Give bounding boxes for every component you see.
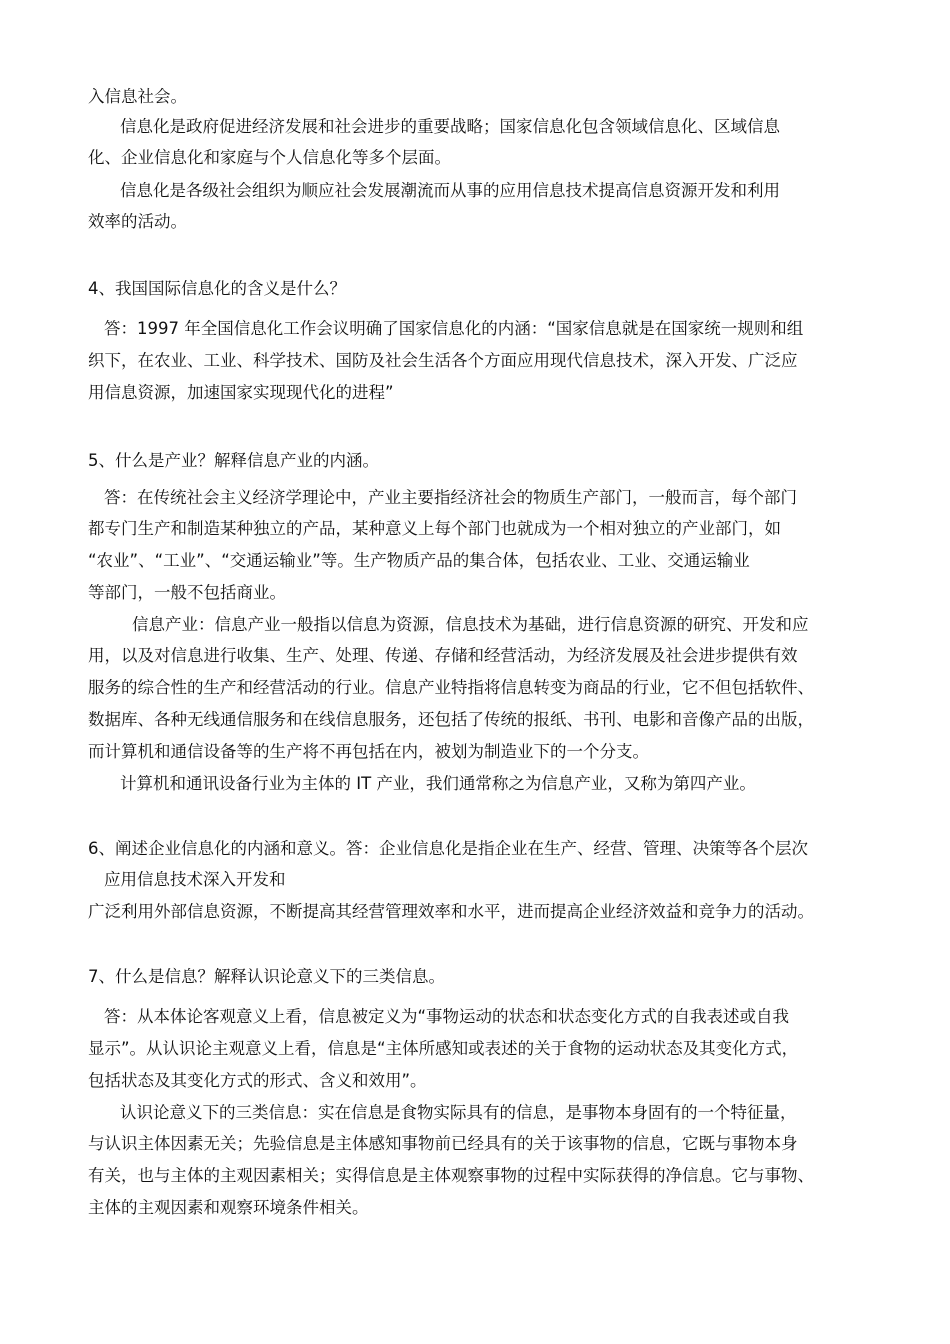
q7-answer-line-3: 包括状态及其变化方式的形式、含义和效用”。 — [88, 1071, 427, 1090]
q5-answer-line-2: 都专门生产和制造某种独立的产品，某种意义上每个部门也就成为一个相对独立的产业部门，如 — [88, 519, 781, 538]
q6-line-2: 应用信息技术深入开发和 — [104, 870, 286, 889]
q5-answer-line-1: 答：在传统社会主义经济学理论中，产业主要指经济社会的物质生产部门，一般而言，每个部门 — [104, 488, 797, 507]
intro-paragraph-3-line-2: 效率的活动。 — [88, 212, 187, 231]
q7-answer-line-2: 显示”。从认识论主观意义上看，信息是“主体所感知或表述的关于食物的运动状态及其变化方式， — [88, 1039, 799, 1058]
q5-industry-line-1: 信息产业：信息产业一般指以信息为资源，信息技术为基础，进行信息资源的研究、开发和应 — [132, 615, 809, 634]
q4-answer-line-3: 用信息资源，加速国家实现现代化的进程” — [88, 383, 394, 402]
q6-line-3: 广泛利用外部信息资源，不断提高其经营管理效率和水平，进而提高企业经济效益和竞争力的活动。 — [88, 902, 814, 921]
q7-three-types-line-3: 有关，也与主体的主观因素相关；实得信息是主体观察事物的过程中实际获得的净信息。它与事物、 — [88, 1166, 814, 1185]
intro-tail-text: 入信息社会。 — [88, 87, 187, 106]
intro-paragraph-3-line-1: 信息化是各级社会组织为顺应社会发展潮流而从事的应用信息技术提高信息资源开发和利用 — [120, 181, 780, 200]
q5-industry-line-2: 用，以及对信息进行收集、生产、处理、传递、存储和经营活动，为经济发展及社会进步提供有效 — [88, 646, 798, 665]
intro-paragraph-2-line-2: 化、企业信息化和家庭与个人信息化等多个层面。 — [88, 148, 451, 167]
q5-industry-line-3: 服务的综合性的生产和经营活动的行业。信息产业特指将信息转变为商品的行业，它不但包括软件、 — [88, 678, 814, 697]
q5-industry-line-5: 而计算机和通信设备等的生产将不再包括在内，被划为制造业下的一个分支。 — [88, 742, 649, 761]
q6-line-1: 6、阐述企业信息化的内涵和意义。答：企业信息化是指企业在生产、经营、管理、决策等各个层次 — [88, 839, 808, 858]
q4-question: 4、我国国际信息化的含义是什么？ — [88, 279, 346, 298]
q4-answer-line-1: 答：1997 年全国信息化工作会议明确了国家信息化的内涵：“国家信息就是在国家统一规则和组 — [104, 319, 804, 338]
q5-question: 5、什么是产业？解释信息产业的内涵。 — [88, 451, 379, 470]
q4-answer-line-2: 织下，在农业、工业、科学技术、国防及社会生活各个方面应用现代信息技术，深入开发、广泛应 — [88, 351, 798, 370]
q7-three-types-line-2: 与认识主体因素无关；先验信息是主体感知事物前已经具有的关于该事物的信息，它既与事物本身 — [88, 1134, 798, 1153]
q5-it-industry-line: 计算机和通讯设备行业为主体的 IT 产业，我们通常称之为信息产业，又称为第四产业。 — [120, 774, 756, 793]
intro-paragraph-2-line-1: 信息化是政府促进经济发展和社会进步的重要战略；国家信息化包含领域信息化、区域信息 — [120, 117, 780, 136]
q7-question: 7、什么是信息？解释认识论意义下的三类信息。 — [88, 967, 445, 986]
q7-three-types-line-4: 主体的主观因素和观察环境条件相关。 — [88, 1198, 369, 1217]
q5-answer-line-4: 等部门，一般不包括商业。 — [88, 583, 286, 602]
q7-answer-line-1: 答：从本体论客观意义上看，信息被定义为“事物运动的状态和状态变化方式的自我表述或自我 — [104, 1007, 790, 1026]
q5-answer-line-3: “农业”、“工业”、“交通运输业”等。生产物质产品的集合体，包括农业、工业、交通运输业 — [88, 551, 750, 570]
q5-industry-line-4: 数据库、各种无线通信服务和在线信息服务，还包括了传统的报纸、书刊、电影和音像产品的出版， — [88, 710, 814, 729]
q7-three-types-line-1: 认识论意义下的三类信息：实在信息是食物实际具有的信息，是事物本身固有的一个特征量， — [120, 1103, 797, 1122]
